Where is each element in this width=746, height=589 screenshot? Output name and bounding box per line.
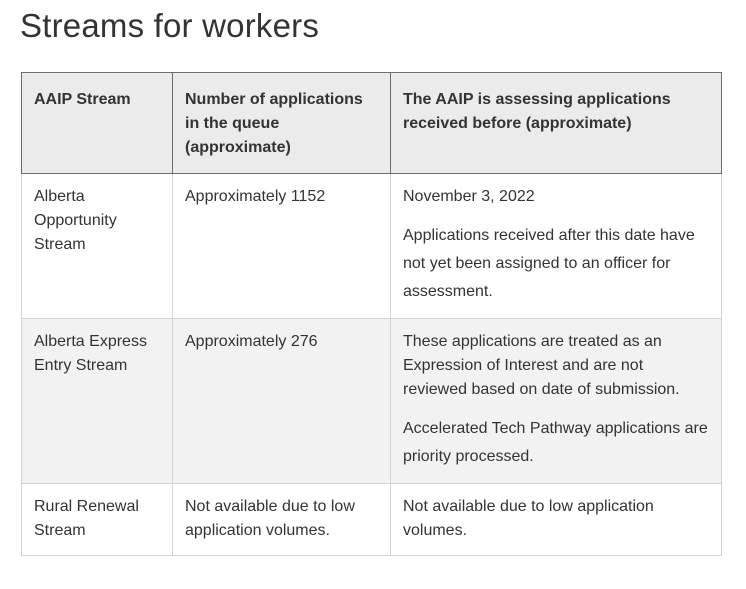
cell-queue-count: Not available due to low application volumes. [173,484,391,556]
table-row [22,319,722,484]
assessing-note: These applications are treated as an Expression of Interest and are not reviewed based on date of submission. [403,333,680,398]
assessing-date: November 3, 2022 [403,188,535,205]
cell-stream-name: Rural Renewal Stream [22,484,173,556]
table-row [22,484,722,556]
cell-queue-count: Approximately 276 [173,319,391,484]
cell-stream-name: Alberta Opportunity Stream [22,174,173,319]
cell-assessing [391,319,722,484]
assessing-note: Not available due to low application volumes. [403,498,654,539]
cell-queue-count: Approximately 1152 [173,174,391,319]
header-assessing-before: The AAIP is assessing applications received before (approximate) [391,73,722,174]
table-row [22,174,722,319]
assessing-note: Applications received after this date have not yet been assigned to an officer for assessment. [403,227,695,300]
cell-stream-name: Alberta Express Entry Stream [22,319,173,484]
header-aaip-stream: AAIP Stream [22,73,173,174]
table-header-row [22,73,722,174]
page-title: Streams for workers [20,7,320,44]
header-applications-in-queue: Number of applications in the queue (approximate) [173,73,391,174]
streams-table [21,72,722,556]
cell-assessing [391,174,722,319]
assessing-note: Accelerated Tech Pathway applications are priority processed. [403,420,708,465]
cell-assessing [391,484,722,556]
